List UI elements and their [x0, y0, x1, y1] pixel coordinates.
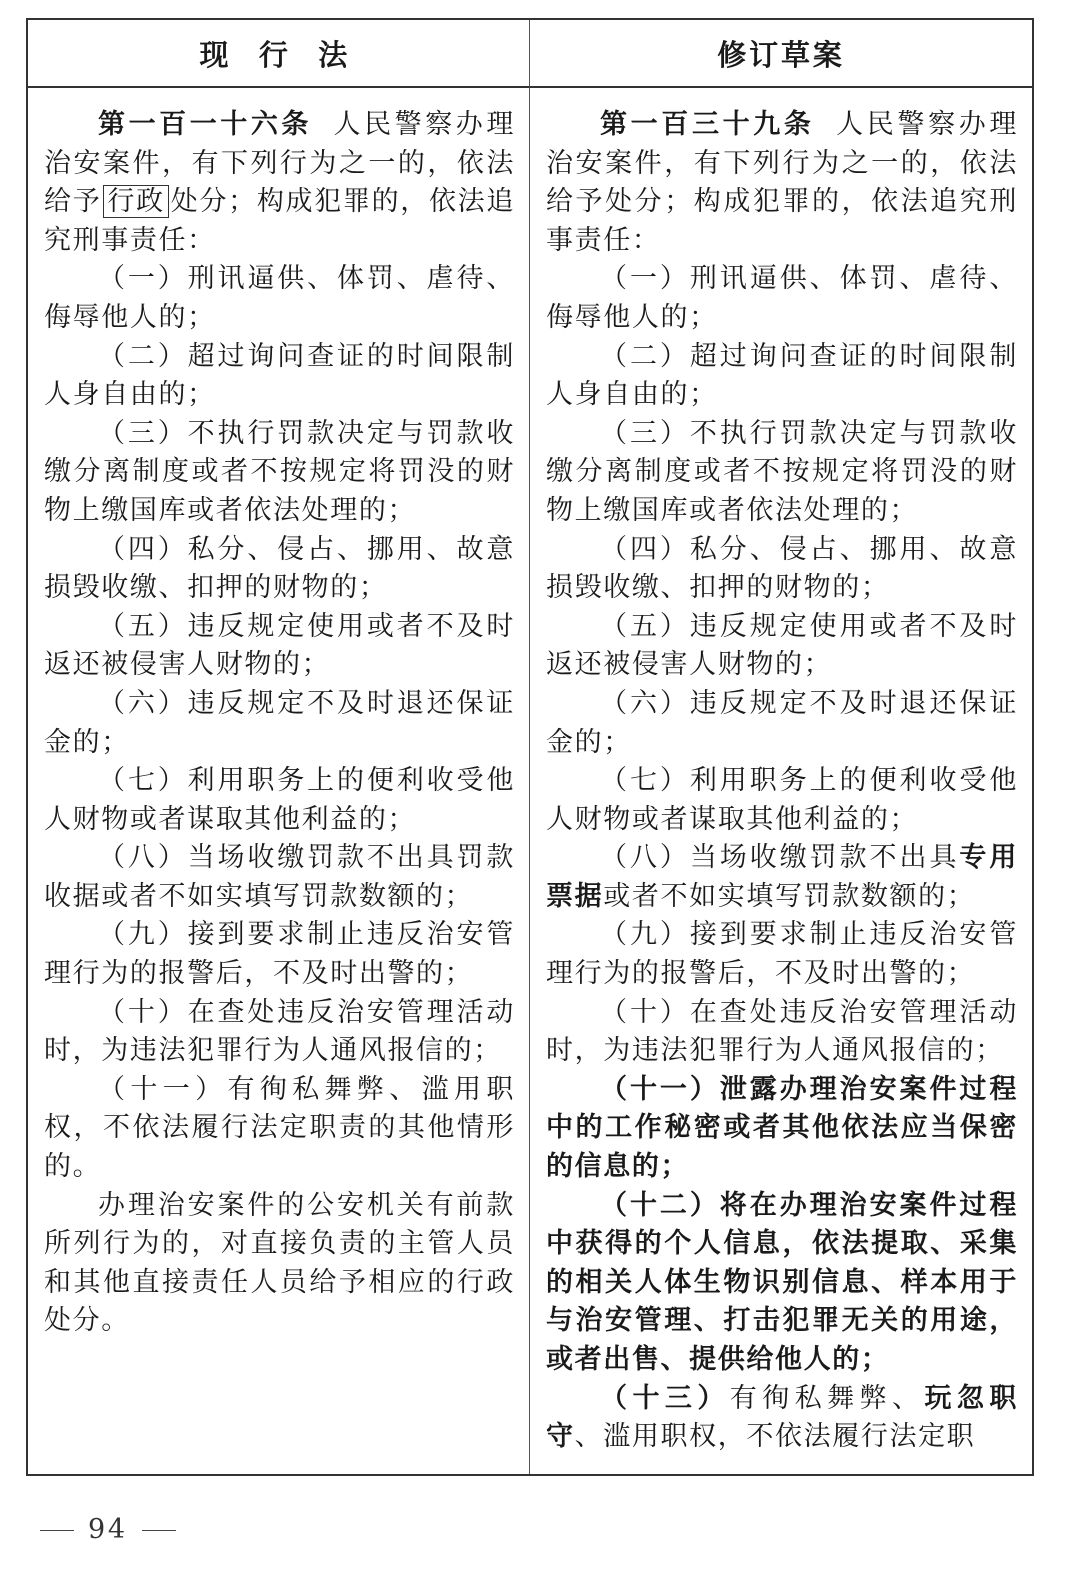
list-item: （二）超过询问查证的时间限制人身自由的；	[44, 340, 515, 411]
list-item: （七）利用职务上的便利收受他人财物或者谋取其他利益的；	[546, 765, 1018, 835]
article-number: 第一百一十六条	[98, 109, 312, 140]
list-item: （二）超过询问查证的时间限制人身自由的；	[546, 340, 1018, 411]
list-item: （一）刑讯逼供、体罚、虐待、侮辱他人的；	[546, 263, 1018, 333]
article-number: 第一百三十九条	[600, 109, 815, 140]
list-item: （三）不执行罚款决定与罚款收缴分离制度或者不按规定将罚没的财物上缴国库或者依法处理的；	[44, 417, 515, 526]
amended-text: 专用票据	[546, 842, 1018, 912]
list-item: （九）接到要求制止违反治安管理行为的报警后，不及时出警的；	[546, 919, 1018, 990]
page-dash-left	[40, 1530, 74, 1531]
list-item: （一）刑讯逼供、体罚、虐待、侮辱他人的；	[44, 263, 515, 333]
list-item: （六）违反规定不及时退还保证金的；	[44, 687, 515, 758]
list-item: （十）在查处违反治安管理活动时，为违法犯罪行为人通风报信的；	[44, 996, 515, 1067]
list-item: （八）当场收缴罚款不出具专用票据或者不如实填写罚款数额的；	[546, 842, 1018, 912]
list-item: （十）在查处违反治安管理活动时，为违法犯罪行为人通风报信的；	[546, 996, 1018, 1067]
list-item: （十一）有徇私舞弊、滥用职权，不依法履行法定职责的其他情形的。	[44, 1073, 515, 1183]
list-item: （九）接到要求制止违反治安管理行为的报警后，不及时出警的；	[44, 919, 515, 990]
list-item: （八）当场收缴罚款不出具罚款收据或者不如实填写罚款数额的；	[44, 842, 515, 912]
new-list-item: （十一）泄露办理治安案件过程中的工作秘密或者其他依法应当保密的信息的；	[546, 1073, 1018, 1183]
list-item: （四）私分、侵占、挪用、故意损毁收缴、扣押的财物的；	[546, 533, 1018, 604]
page-number: 94	[40, 1514, 190, 1545]
closing-paragraph: 办理治安案件的公安机关有前款所列行为的，对直接负责的主管人员和其他直接责任人员给予相应的行政处分。	[44, 1189, 515, 1337]
list-item: （五）违反规定使用或者不及时返还被侵害人财物的；	[546, 610, 1018, 681]
draft-column	[530, 88, 1032, 1474]
draft-header: 修订草案	[530, 20, 1032, 88]
current-law-column	[28, 88, 530, 1474]
list-item: （五）违反规定使用或者不及时返还被侵害人财物的；	[44, 610, 515, 681]
list-item: （六）违反规定不及时退还保证金的；	[546, 687, 1018, 758]
page-dash-right	[142, 1530, 176, 1531]
list-item: （三）不执行罚款决定与罚款收缴分离制度或者不按规定将罚没的财物上缴国库或者依法处理的；	[546, 417, 1018, 526]
list-item: （四）私分、侵占、挪用、故意损毁收缴、扣押的财物的；	[44, 533, 515, 604]
comparison-table	[26, 18, 1034, 1476]
new-list-item: （十二）将在办理治安案件过程中获得的个人信息，依法提取、采集的相关人体生物识别信息、样本用于与治安管理、打击犯罪无关的用途，或者出售、提供给他人的；	[546, 1189, 1018, 1375]
current-law-header: 现 行 法	[28, 20, 530, 88]
current-law-intro: 第一百一十六条 人民警察办理治安案件，有下列行为之一的，依法给予 行政 处分；构成犯罪的，依法追究刑事责任：	[44, 109, 515, 256]
list-item: （十三）有徇私舞弊、玩忽职守、滥用职权，不依法履行法定职	[546, 1382, 1018, 1453]
amended-text: 玩忽职守	[546, 1382, 1018, 1453]
draft-intro: 第一百三十九条 人民警察办理治安案件，有下列行为之一的，依法给予处分；构成犯罪的，依法追究刑事责任：	[546, 109, 1018, 256]
boxed-term: 行政	[103, 185, 168, 218]
list-item: （七）利用职务上的便利收受他人财物或者谋取其他利益的；	[44, 765, 515, 835]
